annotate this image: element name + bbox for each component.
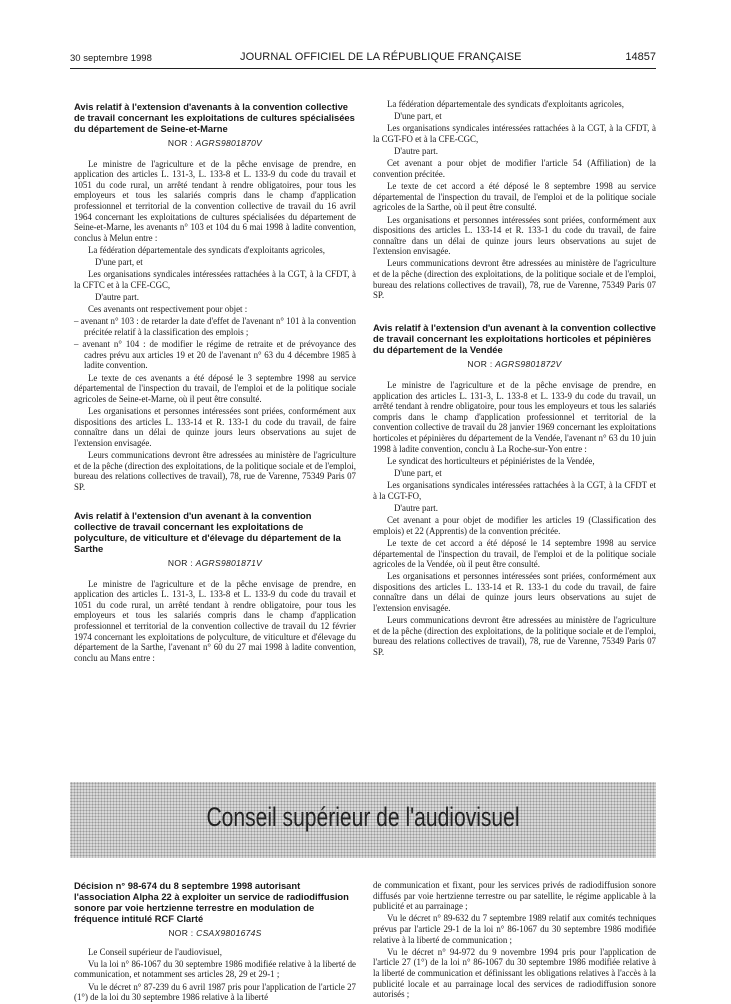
paragraph: Le ministre de l'agriculture et de la pêche envisage de prendre, en application des articles L. 131-3, L. 133-8 et L. 133-9 du code du travail, un arrêté tendant à rendre obligatoire, pour tous les employeurs et tous les salariés compris dans le champ d'application professionnel et territorial de la convention collective de travail du 28 janvier 1969 concernant les exploitations horticoles et pépinières du département de la Vendée, l'avenant n° 63 du 10 juin 1998 à ladite convention, conclu à La Roche-sur-Yon entre : [373, 380, 656, 454]
paragraph: D'une part, et [394, 111, 442, 122]
list-item: – avenant n° 104 : de modifier le régime de retraite et de prévoyance des cadres prévu aux articles 19 et 20 de l'avenant n° 63 du 4 décembre 1985 à ladite convention. [74, 339, 356, 371]
paragraph: D'autre part. [394, 502, 438, 513]
issue-date: 30 septembre 1998 [70, 53, 152, 64]
paragraph: Le texte de cet accord a été déposé le 14 septembre 1998 au service départemental de l'inspection du travail, de l'emploi et de la politique sociale agricoles de la Vendée, où il peut être consulté. [373, 537, 656, 570]
paragraph: de communication et fixant, pour les services privés de radiodiffusion sonore diffusés par voie hertzienne terrestre ou par satellite, le régime applicable à la publicité et au parrainage ; [373, 880, 656, 912]
paragraph: Vu le décret n° 87-239 du 6 avril 1987 pris pour l'application de l'article 27 (1°) de la loi du 30 septembre 1986 relative à la liberté [74, 981, 356, 1003]
nor-reference: NOR : AGRS9801872V [467, 359, 562, 370]
paragraph: Les organisations et personnes intéressées sont priées, conformément aux dispositions des articles L. 133-14 et R. 133-1 du code du travail, de faire connaître dans un délai de quinze jours leurs observations au sujet de l'extension envisagée. [373, 214, 656, 257]
paragraph: Le ministre de l'agriculture et de la pêche envisage de prendre, en application des articles L. 131-3, L. 133-8 et L. 133-9 du code du travail et 1051 du code rural, un arrêté tendant à rendre obligatoire, pour tous les employeurs et tous les salariés compris dans le champ d'application professionnel et territorial de la convention collective de travail du 12 février 1974 concernant les exploitations de polyculture, de viticulture et d'élevage du département de la Sarthe, l'avenant n° 60 du 27 mai 1998 à ladite convention, conclu au Mans entre : [74, 578, 356, 663]
paragraph: D'une part, et [95, 257, 143, 268]
page-number: 14857 [625, 51, 656, 63]
decision-right-column [373, 880, 656, 1001]
notice-title: Avis relatif à l'extension d'avenants à la convention collective de travail concernant les exploitations de cultures spécialisées du département de Seine-et-Marne [74, 101, 355, 134]
paragraph: Les organisations et personnes intéressées sont priées, conformément aux dispositions des articles L. 133-14 et R. 133-1 du code du travail, de faire connaître dans un délai de quinze jours leurs observations au sujet de l'extension envisagée. [74, 406, 356, 448]
header-rule [70, 68, 656, 69]
paragraph: Le texte de cet accord a été déposé le 8 septembre 1998 au service départemental de l'inspection du travail, de l'emploi et de la politique sociale agricoles de la Sarthe, où il peut être consulté. [373, 181, 656, 213]
paragraph: Les organisations syndicales intéressées rattachées à la CGT, à la CFDT et à la CGT-FO, [373, 480, 656, 501]
paragraph: D'autre part. [394, 146, 438, 157]
paragraph: Vu le décret n° 89-632 du 7 septembre 1989 relatif aux comités techniques prévus par l'article 29-1 de la loi n° 86-1067 du 30 septembre 1986 modifiée relative à la liberté de communication ; [373, 913, 656, 945]
list-item: – avenant n° 103 : de retarder la date d'effet de l'avenant n° 101 à la convention précitée relatif à la classification des emplois ; [74, 316, 356, 338]
paragraph: Cet avenant a pour objet de modifier les articles 19 (Classification des emplois) et 22 (Apprentis) de la convention précitée. [373, 515, 656, 536]
paragraph: Cet avenant a pour objet de modifier l'article 54 (Affiliation) de la convention précitée. [373, 158, 656, 179]
paragraph: Vu le décret n° 94-972 du 9 novembre 1994 pris pour l'application de l'article 27 (1°) de la loi n° 86-1067 du 30 septembre 1986 modifiée relative à la liberté de communication et définissant les obligations relatives à l'accès à la publicité locale et au parrainage local des services de radiodiffusion sonore autorisés ; [373, 946, 656, 1000]
right-column [373, 99, 656, 659]
page-header [70, 50, 656, 66]
paragraph: Les organisations syndicales intéressées rattachées à la CGT, à la CFDT, à la CFTC et à la CFE-CGC, [74, 269, 356, 290]
notice-title: Avis relatif à l'extension d'un avenant à la convention collective de travail concernant les exploitations de polyculture, de viticulture et d'élevage du département de la Sarthe [74, 509, 341, 554]
decision-title: Décision n° 98-674 du 8 septembre 1998 autorisant l'association Alpha 22 à exploiter un service de radiodiffusion sonore par voie hertzienne terrestre en modulation de fréquence intitulé RCF Clarté [74, 880, 349, 924]
paragraph: Leurs communications devront être adressées au ministère de l'agriculture et de la pêche (direction des exploitations, de la politique sociale et de l'emploi, bureau des relations collectives de travail), 78, rue de Varenne, 75349 Paris 07 SP. [373, 615, 656, 658]
nor-reference: NOR : CSAX9801674S [168, 928, 262, 938]
paragraph: Les organisations et personnes intéressées sont priées, conformément aux dispositions des articles L. 133-14 et R. 133-1 du code du travail, de faire connaître dans un délai de quinze jours leurs observations au sujet de l'extension envisagée. [373, 571, 656, 614]
paragraph: D'une part, et [394, 467, 442, 478]
left-column [74, 101, 356, 665]
paragraph: Vu la loi n° 86-1067 du 30 septembre 1986 modifiée relative à la liberté de communication, et notamment ses articles 28, 29 et 29-1 ; [74, 958, 356, 980]
paragraph: Leurs communications devront être adressées au ministère de l'agriculture et de la pêche (direction des exploitations, de la politique sociale et de l'emploi, bureau des relations collectives de travail), 78, rue de Varenne, 75349 Paris 07 SP. [373, 258, 656, 301]
notice-title: Avis relatif à l'extension d'un avenant à la convention collective de travail concernant les exploitations horticoles et pépinières du département de la Vendée [373, 322, 656, 356]
section-banner [70, 782, 656, 858]
journal-title: JOURNAL OFFICIEL DE LA RÉPUBLIQUE FRANÇAISE [240, 51, 522, 63]
decision-left-column [74, 880, 356, 1004]
paragraph: Le Conseil supérieur de l'audiovisuel, [88, 946, 222, 957]
paragraph: Le syndicat des horticulteurs et pépiniéristes de la Vendée, [387, 455, 595, 466]
section-title: Conseil supérieur de l'audiovisuel [206, 802, 520, 832]
paragraph: Ces avenants ont respectivement pour objet : [88, 304, 248, 315]
paragraph: La fédération départementale des syndicats d'exploitants agricoles, [387, 99, 624, 109]
paragraph: Leurs communications devront être adressées au ministère de l'agriculture et de la pêche (direction des exploitations, de la politique sociale et de l'emploi, bureau des relations collectives de travail), 78, rue de Varenne, 75349 Paris 07 SP. [74, 449, 356, 492]
nor-reference: NOR : AGRS9801871V [167, 557, 263, 568]
paragraph: D'autre part. [95, 292, 139, 303]
paragraph: Les organisations syndicales intéressées rattachées à la CGT, à la CFDT, à la CGT-FO et à la CFE-CGC, [373, 123, 656, 144]
paragraph: La fédération départementale des syndicats d'exploitants agricoles, [88, 244, 325, 255]
nor-reference: NOR : AGRS9801870V [167, 138, 263, 148]
paragraph: Le texte de ces avenants a été déposé le 3 septembre 1998 au service départemental de l'inspection du travail, de l'emploi et de la politique sociale agricoles de Seine-et-Marne, où il peut être consulté. [74, 372, 356, 404]
paragraph: Le ministre de l'agriculture et de la pêche envisage de prendre, en application des articles L. 131-3, L. 133-8 et L. 133-9 du code du travail et 1051 du code rural, un arrêté tendant à rendre obligatoires, pour tous les employeurs et tous les salariés compris dans le champ d'application professionnel et territorial de la convention collective de travail du 16 avril 1964 concernant les exploitations de cultures spécialisées du département de Seine-et-Marne, les avenants n° 103 et 104 du 6 mai 1998 à ladite convention, conclus à Melun entre : [74, 158, 356, 243]
